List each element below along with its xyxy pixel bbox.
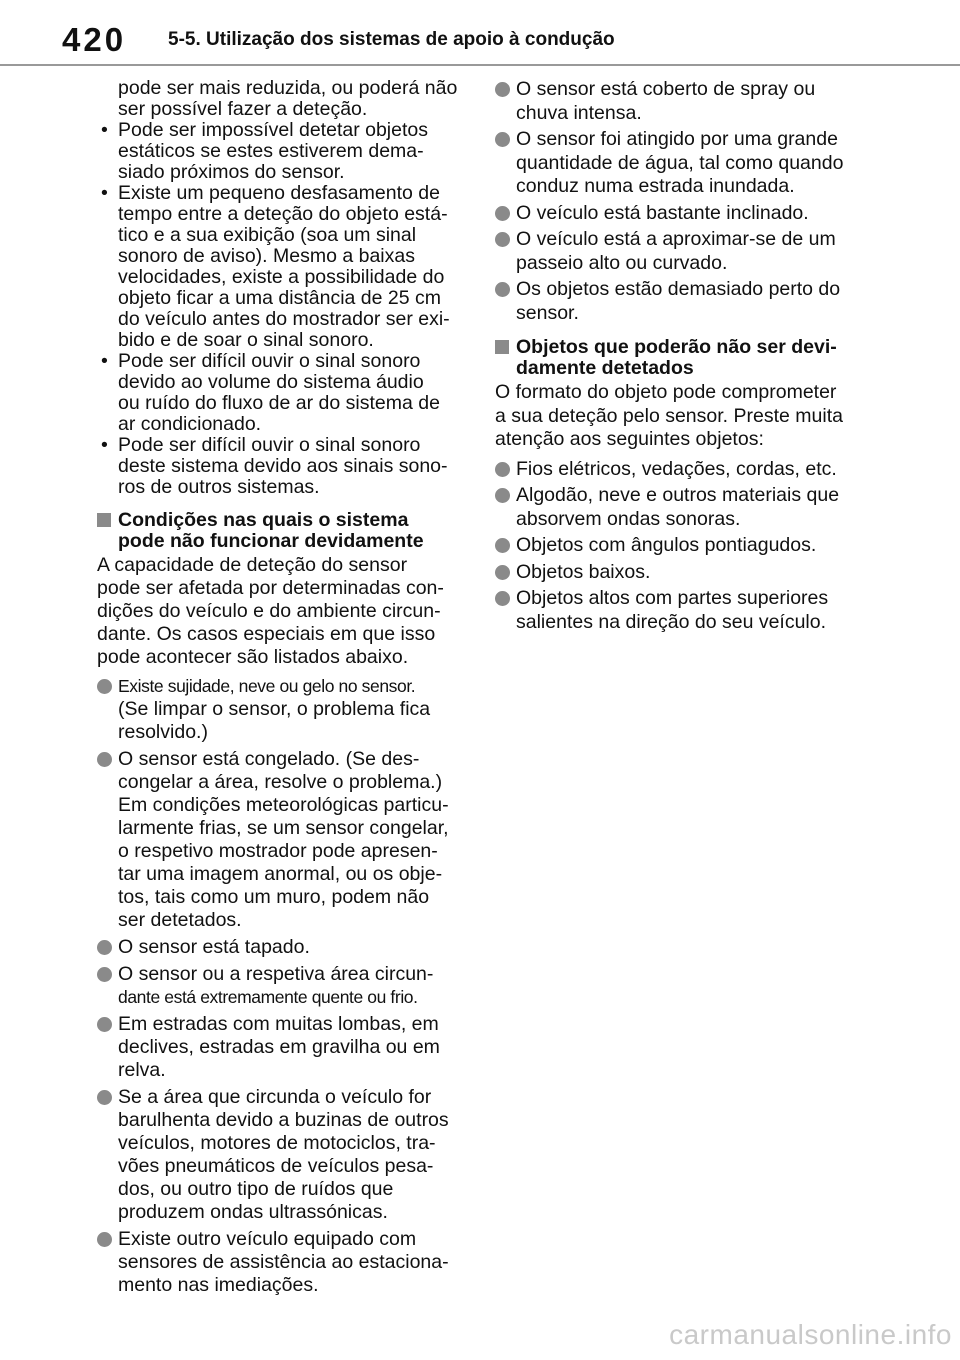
list-item: O sensor foi atingido por uma grande quantidade de água, tal como quando conduz numa estrada inundada. xyxy=(495,128,863,199)
circle-bullet-icon xyxy=(97,679,112,694)
list-item: O veículo está bastante inclinado. xyxy=(495,202,863,226)
circle-bullet-icon xyxy=(97,940,112,955)
list-item: Os objetos estão demasiado perto do sensor. xyxy=(495,278,863,325)
circle-bullet-icon xyxy=(97,967,112,982)
section-intro: O formato do objeto pode comprometer a sua deteção pelo sensor. Preste muita atenção aos seguintes objetos: xyxy=(495,381,843,450)
dot-item: • Pode ser difícil ouvir o sinal sonoro devido ao volume do sistema áudio ou ruído do fluxo de ar do sistema de ar condicionado. xyxy=(101,350,440,435)
left-column xyxy=(97,78,465,1301)
circle-bullet-icon xyxy=(97,1017,112,1032)
dot-item: • Existe um pequeno desfasamento de tempo entre a deteção do objeto está- tico e a sua exibição (soa um sinal sonoro de aviso). Mesmo a baixas velocidades, existe a possibilidade do objeto ficar a uma distância de 25 cm do veículo antes do mostrador ser exi- bido e de soar o sinal sonoro. xyxy=(101,182,450,351)
page-number: 420 xyxy=(62,21,127,58)
dot-item: • Pode ser difícil ouvir o sinal sonoro deste sistema devido aos sinais sono- ros de outros sistemas. xyxy=(101,434,448,498)
continued-text: pode ser mais reduzida, ou poderá não ser possível fazer a deteção. xyxy=(118,77,458,120)
list-item: O sensor está tapado. xyxy=(97,936,465,959)
list-item: Se a área que circunda o veículo for barulhenta devido a buzinas de outros veículos, motores de motociclos, tra- vões pneumáticos de veículos pesa- dos, ou outro tipo de ruídos que produzem ondas ultrassónicas. xyxy=(97,1086,465,1224)
section-heading-conditions: Condições nas quais o sistema pode não funcionar devidamente xyxy=(97,510,465,552)
dot-icon: • xyxy=(101,350,108,372)
circle-bullet-icon xyxy=(495,488,510,503)
circle-bullet-icon xyxy=(495,206,510,221)
circle-bullet-icon xyxy=(495,591,510,606)
section-heading-objects: Objetos que poderão não ser devi- damente detetados xyxy=(495,337,863,379)
list-item: Objetos com ângulos pontiagudos. xyxy=(495,534,863,558)
circle-bullet-icon xyxy=(97,1090,112,1105)
circle-bullet-icon xyxy=(495,232,510,247)
square-bullet-icon xyxy=(495,340,509,354)
section-intro: A capacidade de deteção do sensor pode ser afetada por determinadas con- dições do veículo e do ambiente circun- dante. Os casos especiais em que isso pode acontecer são listados abaixo. xyxy=(97,554,444,668)
dot-icon: • xyxy=(101,434,108,456)
list-item: Algodão, neve e outros materiais que absorvem ondas sonoras. xyxy=(495,484,863,531)
circle-bullet-icon xyxy=(495,132,510,147)
right-column xyxy=(495,78,863,637)
header-divider xyxy=(0,64,960,66)
list-item: Fios elétricos, vedações, cordas, etc. xyxy=(495,458,863,482)
dot-item: • Pode ser impossível detetar objetos estáticos se estes estiverem dema- siado próximos do sensor. xyxy=(101,119,429,183)
circle-bullet-icon xyxy=(495,565,510,580)
list-item: O sensor está coberto de spray ou chuva intensa. xyxy=(495,78,863,125)
circle-bullet-icon xyxy=(495,282,510,297)
list-item: Existe outro veículo equipado com sensores de assistência ao estaciona- mento nas imediações. xyxy=(97,1228,465,1297)
circle-bullet-icon xyxy=(97,1232,112,1247)
page-header xyxy=(0,0,960,66)
circle-bullet-icon xyxy=(97,752,112,767)
circle-bullet-icon xyxy=(495,82,510,97)
list-item: Objetos altos com partes superiores salientes na direção do seu veículo. xyxy=(495,587,863,634)
square-bullet-icon xyxy=(97,513,111,527)
watermark: carmanualsonline.info xyxy=(669,1319,952,1350)
list-item: O veículo está a aproximar-se de um passeio alto ou curvado. xyxy=(495,228,863,275)
circle-bullet-icon xyxy=(495,462,510,477)
list-item: Existe sujidade, neve ou gelo no sensor. (Se limpar o sensor, o problema fica resolvido.) xyxy=(97,675,465,744)
dot-icon: • xyxy=(101,119,108,141)
list-item: Em estradas com muitas lombas, em declives, estradas em gravilha ou em relva. xyxy=(97,1013,465,1082)
list-item: Objetos baixos. xyxy=(495,561,863,585)
dot-icon: • xyxy=(101,182,108,204)
list-item: O sensor ou a respetiva área circun- dante está extremamente quente ou frio. xyxy=(97,963,465,1009)
circle-bullet-icon xyxy=(495,538,510,553)
list-item: O sensor está congelado. (Se des- congelar a área, resolve o problema.) Em condições meteorológicas particu- larmente frias, se um sensor congelar, o respetivo mostrador pode apresen- tar uma imagem anormal, ou os obje- tos, tais como um muro, podem não ser detetados. xyxy=(97,748,465,932)
chapter-title: 5-5. Utilização dos sistemas de apoio à condução xyxy=(168,29,615,50)
